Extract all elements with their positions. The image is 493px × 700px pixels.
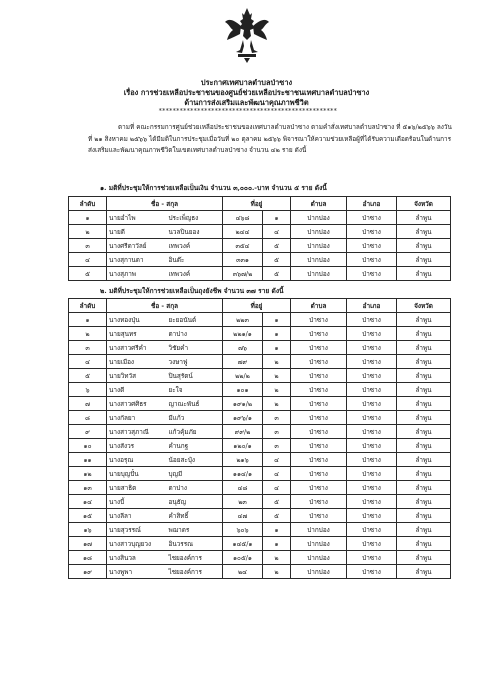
row-house-no: ๑๐๕/๑ [223,551,263,565]
row-subdistrict: ปากบ่อง [291,239,347,253]
row-province: ลำพูน [397,453,451,467]
row-first-name: นางพูพา [107,565,167,579]
row-last-name: ยะยอนันต์ [167,313,223,327]
row-last-name: ตาปาง [167,481,223,495]
row-last-name: ไชยองค์การ [167,551,223,565]
row-province: ลำพูน [397,565,451,579]
row-house-no: ๖๐๖ [223,523,263,537]
row-house-no: ๑๐๑ [223,383,263,397]
row-subdistrict: ปากบ่อง [291,267,347,281]
row-moo: ๓ [263,439,291,453]
row-province: ลำพูน [397,509,451,523]
row-first-name: นายสุวรรณ์ [107,523,167,537]
row-moo: ๑ [263,313,291,327]
row-first-name: นางดี [107,383,167,397]
row-first-name: นายบุญปั๋น [107,467,167,481]
table-row [69,211,451,225]
table-header-row [69,299,451,313]
row-subdistrict: ป่าซาง [291,467,347,481]
row-no: ๙ [69,425,107,439]
row-last-name: ปินสุรัตน์ [167,369,223,383]
row-no: ๑๒ [69,467,107,481]
row-house-no: ๑๙๖/๑ [223,411,263,425]
row-first-name: นายวิทวัส [107,369,167,383]
header-name: ชื่อ - สกุล [107,299,223,313]
row-subdistrict: ป่าซาง [291,481,347,495]
row-house-no: ๓๓๑ [223,253,263,267]
header-district: อำเภอ [347,299,397,313]
row-district: ป่าซาง [347,383,397,397]
row-district: ป่าซาง [347,253,397,267]
row-province: ลำพูน [397,211,451,225]
table-row [69,411,451,425]
row-subdistrict: ป่าซาง [291,327,347,341]
row-moo: ๒ [263,369,291,383]
row-subdistrict: ปากบ่อง [291,211,347,225]
header-province: จังหวัด [397,197,451,211]
row-last-name: ตาปาง [167,327,223,341]
row-province: ลำพูน [397,383,451,397]
header-no: ลำดับ [69,197,107,211]
row-province: ลำพูน [397,355,451,369]
row-house-no: ๒๒๓ [223,313,263,327]
row-province: ลำพูน [397,523,451,537]
row-last-name: อนุธัญ [167,495,223,509]
row-province: ลำพูน [397,253,451,267]
row-last-name: คำนกฐ [167,439,223,453]
row-district: ป่าซาง [347,523,397,537]
row-moo: ๕ [263,253,291,267]
row-no: ๕ [69,267,107,281]
row-last-name: วงษาฟู [167,355,223,369]
document-subject: เรื่อง การช่วยเหลือประชาชนของศูนย์ช่วยเหลือประชาชนเทศบาลตำบลป่าซาง [123,88,370,97]
row-house-no: ๒๒๑/๑ [223,327,263,341]
row-district: ป่าซาง [347,425,397,439]
row-province: ลำพูน [397,369,451,383]
row-moo: ๕ [263,267,291,281]
header-address: ที่อยู่ [223,197,291,211]
row-first-name: นางสาวศศิธร [107,397,167,411]
table-row [69,565,451,579]
row-province: ลำพูน [397,327,451,341]
row-district: ป่าซาง [347,453,397,467]
row-house-no: ๔๗ [223,509,263,523]
row-province: ลำพูน [397,397,451,411]
header-no: ลำดับ [69,299,107,313]
table-header-row [69,197,451,211]
row-subdistrict: ป่าซาง [291,453,347,467]
divider: *************************************************** [158,108,338,115]
table-row [69,551,451,565]
section-2-table [68,298,451,579]
row-province: ลำพูน [397,439,451,453]
row-province: ลำพูน [397,341,451,355]
row-moo: ๒ [263,397,291,411]
row-no: ๒ [69,225,107,239]
row-last-name: เทพวงค์ [167,267,223,281]
row-subdistrict: ป่าซาง [291,355,347,369]
table-row [69,239,451,253]
table-row [69,253,451,267]
intro-paragraph: ตามที่ คณะกรรมการศูนย์ช่วยเหลือประชาชนของเทศบาลตำบลป่าซาง ตามคำสั่งเทศบาลตำบลป่าซาง ที่ ๕๑๖/๒๕๖๖ ลงวันที่ ๒๑ สิงหาคม ๒๕๖๖ ได้มีมติในการประชุมเมื่อวันที่ ๒๐ ตุลาคม ๒๕๖๖ พิจารณาให้ความช่วยเหลือผู้ที่ได้รับความเดือดร้อนในด้านการส่งเสริมและพัฒนาคุณภาพชีวิตในเขตเทศบาลตำบลป่าซาง จำนวน ๔๒ ราย ดังนี้ [88,123,452,154]
row-moo: ๒ [263,355,291,369]
row-moo: ๒ [263,383,291,397]
table-row [69,225,451,239]
row-last-name: ญาณะพันธ์ [167,397,223,411]
row-district: ป่าซาง [347,225,397,239]
row-no: ๖ [69,383,107,397]
row-district: ป่าซาง [347,411,397,425]
row-first-name: นางบี้ [107,495,167,509]
row-no: ๑๖ [69,523,107,537]
row-moo: ๕ [263,239,291,253]
row-no: ๓ [69,239,107,253]
row-moo: ๑ [263,327,291,341]
document-subject-category: ด้านการส่งเสริมและพัฒนาคุณภาพชีวิต [184,98,309,107]
row-house-no: ๑๑๔/๑ [223,467,263,481]
row-district: ป่าซาง [347,239,397,253]
table-row [69,425,451,439]
table-row [69,509,451,523]
row-first-name: นางสุกานดา [107,253,167,267]
row-subdistrict: ป่าซาง [291,509,347,523]
row-moo: ๑ [263,341,291,355]
row-no: ๑ [69,211,107,225]
row-subdistrict: ปากบ่อง [291,551,347,565]
row-province: ลำพูน [397,425,451,439]
row-subdistrict: ปากบ่อง [291,225,347,239]
row-no: ๑๐ [69,439,107,453]
table-row [69,495,451,509]
row-house-no: ๗๙ [223,355,263,369]
row-first-name: นางกัลยา [107,411,167,425]
row-moo: ๔ [263,453,291,467]
row-district: ป่าซาง [347,481,397,495]
section-2-title: ๒. มติที่ประชุมให้การช่วยเหลือเป็นถุงยังชีพ จำนวน ๓๗ ราย ดังนี้ [100,287,284,295]
row-no: ๗ [69,397,107,411]
document-title: ประกาศเทศบาลตำบลป่าซาง [200,78,293,87]
table-row [69,397,451,411]
row-house-no: ๒๔ [223,565,263,579]
row-last-name: วิชัยคำ [167,341,223,355]
row-first-name: นายอำไพ [107,211,167,225]
row-house-no: ๒๑๖ [223,453,263,467]
row-province: ลำพูน [397,481,451,495]
row-house-no: ๗๖ [223,341,263,355]
row-house-no: ๑๔๕/๑ [223,537,263,551]
row-last-name: เทพวงค์ [167,239,223,253]
row-district: ป่าซาง [347,355,397,369]
row-moo: ๑ [263,537,291,551]
row-house-no: ๒๓ [223,495,263,509]
row-subdistrict: ปากบ่อง [291,253,347,267]
row-district: ป่าซาง [347,369,397,383]
row-moo: ๓ [263,425,291,439]
row-no: ๑๘ [69,551,107,565]
table-row [69,523,451,537]
row-last-name: นวลปินยอง [167,225,223,239]
row-moo: ๑ [263,523,291,537]
row-first-name: นายดี [107,225,167,239]
row-subdistrict: ปากบ่อง [291,523,347,537]
row-subdistrict: ป่าซาง [291,313,347,327]
row-house-no: ๓๖๗/๒ [223,267,263,281]
row-district: ป่าซาง [347,267,397,281]
row-first-name: นางสินวล [107,551,167,565]
section-1-table [68,196,451,281]
row-no: ๑๗ [69,537,107,551]
row-district: ป่าซาง [347,211,397,225]
row-last-name: มีแก้ว [167,411,223,425]
row-district: ป่าซาง [347,509,397,523]
row-no: ๑๓ [69,481,107,495]
row-last-name: บุญมี [167,467,223,481]
header-district: อำเภอ [347,197,397,211]
row-subdistrict: ป่าซาง [291,425,347,439]
row-province: ลำพูน [397,313,451,327]
table-row [69,355,451,369]
row-last-name: พฌาดร [167,523,223,537]
row-house-no: ๑๒๐/๑ [223,439,263,453]
row-district: ป่าซาง [347,341,397,355]
row-moo: ๓ [263,411,291,425]
row-first-name: นางสาวสุภาณี [107,425,167,439]
row-moo: ๕ [263,509,291,523]
row-first-name: นางลีลา [107,509,167,523]
row-subdistrict: ปากบ่อง [291,537,347,551]
row-subdistrict: ป่าซาง [291,495,347,509]
row-moo: ๒ [263,565,291,579]
row-first-name: นางสุภาพ [107,267,167,281]
table-row [69,369,451,383]
row-house-no: ๔๖๘ [223,211,263,225]
row-no: ๑๕ [69,509,107,523]
row-first-name: นางอรุณ [107,453,167,467]
row-subdistrict: ป่าซาง [291,411,347,425]
row-last-name: อินต๊ะ [167,253,223,267]
row-house-no: ๙๙/๒ [223,425,263,439]
table-row [69,313,451,327]
row-province: ลำพูน [397,411,451,425]
header-address: ที่อยู่ [223,299,291,313]
row-province: ลำพูน [397,239,451,253]
row-subdistrict: ปากบ่อง [291,565,347,579]
header-subdistrict: ตำบล [291,197,347,211]
row-last-name: คำสิทธิ์ [167,509,223,523]
row-house-no: ๓๕๔ [223,239,263,253]
row-no: ๔ [69,253,107,267]
row-no: ๕ [69,369,107,383]
row-subdistrict: ป่าซาง [291,341,347,355]
table-row [69,267,451,281]
row-last-name: น้อยสะปุ๋ง [167,453,223,467]
row-district: ป่าซาง [347,551,397,565]
row-province: ลำพูน [397,267,451,281]
row-first-name: นายเมือง [107,355,167,369]
table-row [69,537,451,551]
row-district: ป่าซาง [347,327,397,341]
row-no: ๓ [69,341,107,355]
section-1-title: ๑. มติที่ประชุมให้การช่วยเหลือเป็นเงิน จำนวน ๓,๐๐๐.-บาท จำนวน ๕ ราย ดังนี้ [100,184,327,192]
header-name: ชื่อ - สกุล [107,197,223,211]
table-row [69,467,451,481]
header-subdistrict: ตำบล [291,299,347,313]
row-house-no: ๒๔๔ [223,225,263,239]
row-no: ๑๑ [69,453,107,467]
row-province: ลำพูน [397,551,451,565]
row-district: ป่าซาง [347,467,397,481]
row-subdistrict: ป่าซาง [291,383,347,397]
row-no: ๒ [69,327,107,341]
row-moo: ๒ [263,551,291,565]
row-house-no: ๑๙๑/๒ [223,397,263,411]
row-first-name: นางสังวร [107,439,167,453]
row-first-name: นายสุนทร [107,327,167,341]
row-first-name: นางสาวศรีคำ [107,341,167,355]
row-province: ลำพูน [397,495,451,509]
table-row [69,481,451,495]
row-subdistrict: ป่าซาง [291,397,347,411]
row-house-no: ๒๒/๒ [223,369,263,383]
table-row [69,383,451,397]
row-last-name: แก้วคุ้มภัย [167,425,223,439]
row-no: ๔ [69,355,107,369]
row-subdistrict: ป่าซาง [291,439,347,453]
row-moo: ๔ [263,481,291,495]
row-last-name: ประเพ็ญธง [167,211,223,225]
row-province: ลำพูน [397,225,451,239]
table-row [69,327,451,341]
row-district: ป่าซาง [347,439,397,453]
row-last-name: ยะใจ [167,383,223,397]
row-moo: ๕ [263,495,291,509]
row-district: ป่าซาง [347,313,397,327]
row-subdistrict: ป่าซาง [291,369,347,383]
row-district: ป่าซาง [347,537,397,551]
row-first-name: นางศรีดาวัลย์ [107,239,167,253]
row-first-name: นางทองปุ่น [107,313,167,327]
row-moo: ๔ [263,467,291,481]
table-row [69,341,451,355]
row-moo: ๑ [263,211,291,225]
header-province: จังหวัด [397,299,451,313]
row-district: ป่าซาง [347,495,397,509]
row-moo: ๔ [263,225,291,239]
row-no: ๘ [69,411,107,425]
row-first-name: นางสาวบุญยวง [107,537,167,551]
row-no: ๑๔ [69,495,107,509]
row-district: ป่าซาง [347,565,397,579]
row-district: ป่าซาง [347,397,397,411]
row-first-name: นายสาธิต [107,481,167,495]
row-last-name: อินวรรณ [167,537,223,551]
row-no: ๑ [69,313,107,327]
garuda-emblem-icon [224,6,270,64]
row-house-no: ๔๘ [223,481,263,495]
row-last-name: ไชยองค์การ [167,565,223,579]
row-province: ลำพูน [397,537,451,551]
row-province: ลำพูน [397,467,451,481]
table-row [69,439,451,453]
table-row [69,453,451,467]
row-no: ๑๙ [69,565,107,579]
